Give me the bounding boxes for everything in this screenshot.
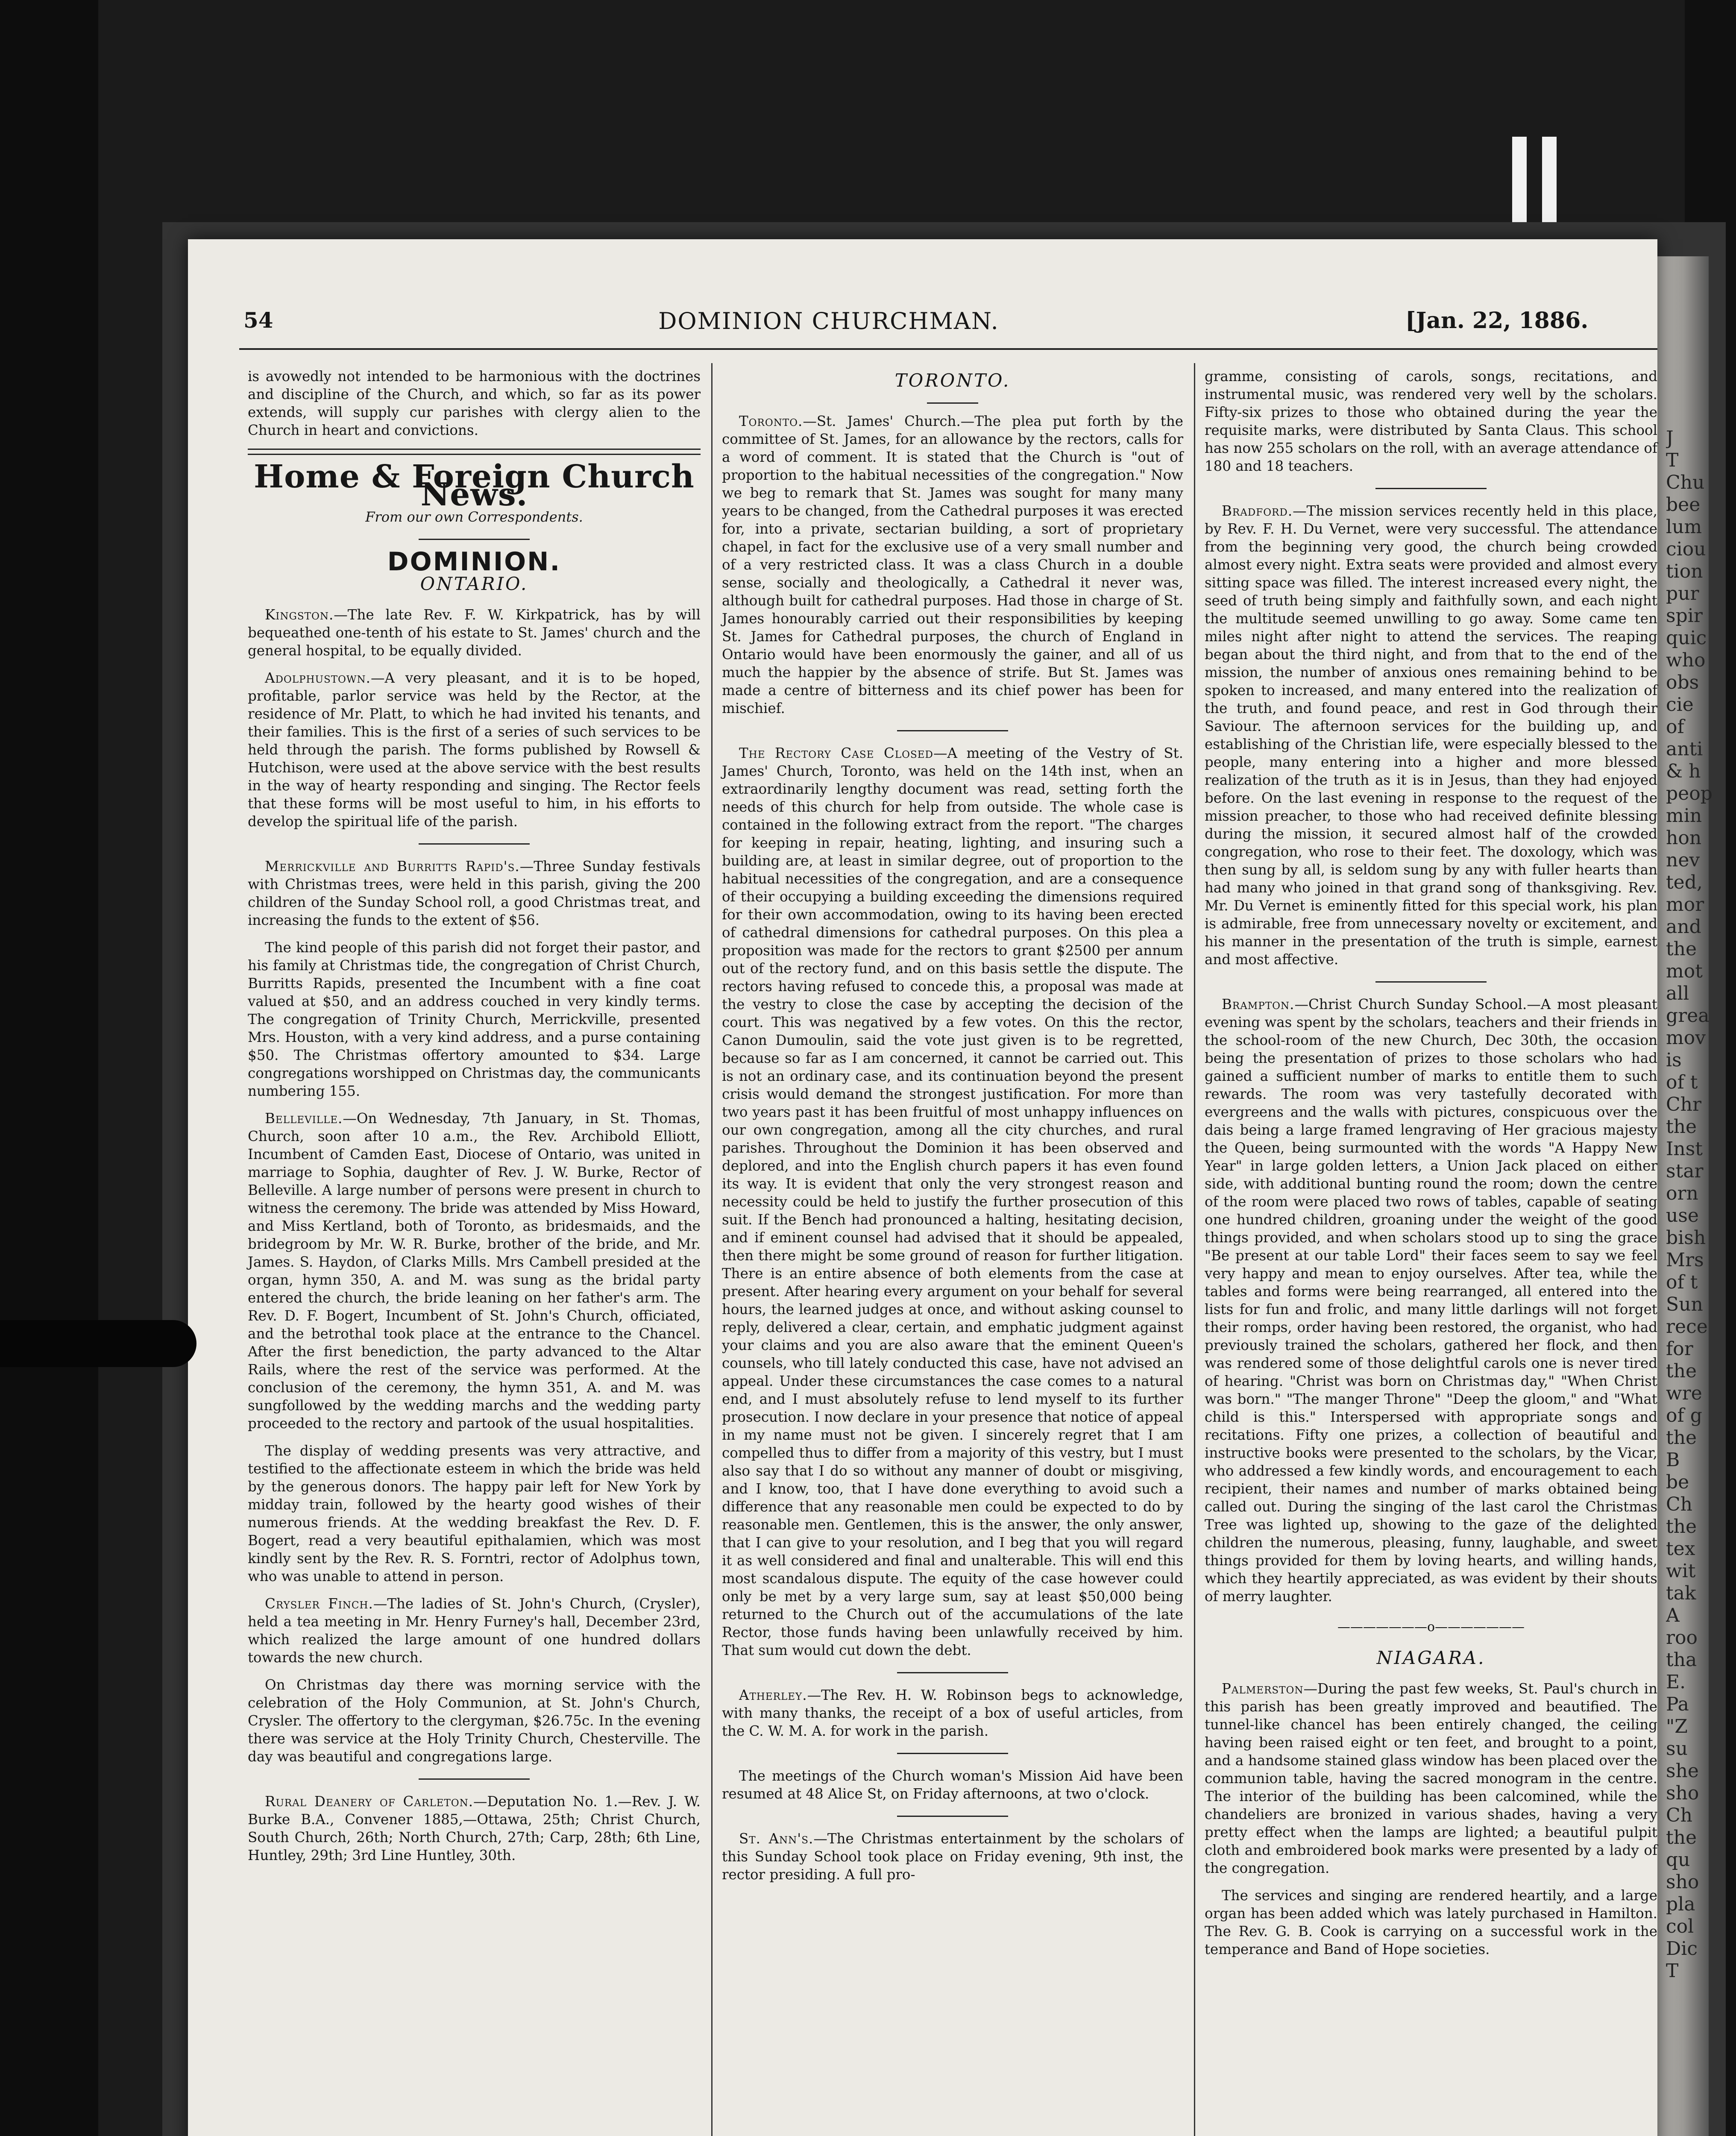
edge-fragment: star xyxy=(1666,1160,1704,1182)
edge-fragment: B xyxy=(1666,1449,1680,1471)
column-rule-2 xyxy=(1194,363,1195,2136)
article-crysler-cont: On Christmas day there was morning service with the celebration of the Holy Communion, at St. John's Church, Crysler. The offertory to the clergyman, $26.75c. In the evening there was service at the Holy Trinity Church, Chesterville. The day was beautiful and congregations large. xyxy=(248,1677,701,1765)
edge-fragment: the xyxy=(1666,1827,1697,1848)
edge-fragment: T xyxy=(1666,449,1679,471)
section-dominion: DOMINION. xyxy=(387,547,561,577)
article-rural-deanery: Rural Deanery of Carleton.—Deputation No. 1.—Rev. J. W. Burke B.A., Convener 1885,—Ottawa, 25th; Christ Church, South Church, 26th; North Church, 27th; Carp, 28th; 6th Line, Huntley, 29th; 3rd Line Huntley, 30th. xyxy=(248,1793,701,1863)
rule xyxy=(1375,488,1487,489)
edge-fragment: tha xyxy=(1666,1649,1697,1671)
issue-date: [Jan. 22, 1886. xyxy=(1405,308,1589,334)
edge-fragment: mor xyxy=(1666,894,1704,915)
page-number: 54 xyxy=(243,308,273,333)
edge-fragment: Pa xyxy=(1666,1693,1689,1715)
edge-fragment: T xyxy=(1666,1960,1679,1982)
edge-fragment: Mrs xyxy=(1666,1249,1704,1271)
ornament-rule: ———————o——————— xyxy=(1337,1620,1525,1634)
edge-fragment: mov xyxy=(1666,1027,1706,1049)
edge-fragment: Dic xyxy=(1666,1938,1698,1960)
rule xyxy=(897,1816,1008,1817)
article-bradford: Bradford.—The mission services recently held in this place, by Rev. F. H. Du Vernet, were very successful. The attendance from the beginning very good, the church being crowded almost every night. Extra seats were provided and almost every sitting space was filled. The interest increased every night, the seed of truth being simply and faithfully sown, and each night the multitude seemed unwilling to go away. Some came ten miles night after night to attend the services. The reaping began about the third night, and from that to the end of the mission, the number of anxious ones remaining behind to be spoken to increased, and many entered into the realization of the truth, and found peace, and rest in God through their Saviour. The afternoon services for the building up, and establishing of the Christian life, were especially blessed to the people, many entering into a higher and more blessed realization of the truth as it is in Jesus, than they had enjoyed before. On the last evening in response to the request of the mission preacher, to those who had received definite blessing during the mission, it secured almost half of the crowded congregation, who rose to their feet. The doxology, which was then sung by all, is seldom sung by any with fuller hearts than had many who joined in that grand song of thanksgiving. Rev. Mr. Du Vernet is eminently fitted for this special work, his plan is admirable, free from unnecessary novelty or excitement, and his manner in the presentation of the truth is simple, earnest and most affective. xyxy=(1205,503,1657,968)
edge-fragment: cie xyxy=(1666,694,1694,716)
rule xyxy=(897,1753,1008,1754)
edge-fragment: be xyxy=(1666,1471,1689,1493)
edge-fragment: lum xyxy=(1666,516,1702,538)
edge-fragment: the xyxy=(1666,1360,1697,1382)
subsection-ontario: ONTARIO. xyxy=(420,573,528,594)
intro-paragraph: is avowedly not intended to be harmonious with the doctrines and discipline of the Church, and which, so far as its power extends, will supply cur parishes with clergy alien to the Church in heart and convictions. xyxy=(248,368,701,438)
edge-fragment: of xyxy=(1666,716,1684,738)
edge-fragment: Chr xyxy=(1666,1094,1702,1115)
edge-fragment: bish xyxy=(1666,1227,1706,1249)
edge-fragment: ted, xyxy=(1666,871,1703,893)
edge-fragment: quic xyxy=(1666,627,1707,649)
section-niagara: NIAGARA. xyxy=(1376,1647,1486,1668)
rule xyxy=(419,1778,530,1780)
edge-fragment: tex xyxy=(1666,1538,1695,1560)
edge-fragment: peop xyxy=(1666,783,1713,804)
edge-fragment: for xyxy=(1666,1338,1693,1360)
edge-fragment: ciou xyxy=(1666,538,1706,560)
edge-fragment: orn xyxy=(1666,1182,1698,1204)
edge-fragment: hon xyxy=(1666,827,1702,849)
double-rule xyxy=(248,449,701,455)
article-crysler: Crysler Finch.—The ladies of St. John's Church, (Crysler), held a tea meeting in Mr. Henry Furney's hall, December 23rd, which realized the large amount of one hundred dollars towards the new church. xyxy=(248,1596,701,1666)
edge-fragment: the xyxy=(1666,1116,1697,1138)
edge-fragment: grea xyxy=(1666,1005,1710,1027)
edge-fragment: Ch xyxy=(1666,1804,1693,1826)
edge-fragment: she xyxy=(1666,1760,1699,1782)
edge-fragment: the xyxy=(1666,938,1697,960)
edge-fragment: of g xyxy=(1666,1405,1702,1426)
edge-fragment: min xyxy=(1666,805,1702,827)
publication-title: DOMINION CHURCHMAN. xyxy=(658,308,999,334)
edge-fragment: of t xyxy=(1666,1071,1698,1093)
edge-fragment: bee xyxy=(1666,494,1701,516)
edge-fragment: E. xyxy=(1666,1671,1686,1693)
edge-fragment: J xyxy=(1666,427,1674,449)
article-merrickville: Merrickville and Burritts Rapid's.—Three Sunday festivals with Christmas trees, were held in this parish, giving the 200 children of the Sunday School roll, a good Christmas treat, and increasing the funds to the extent of $56. xyxy=(248,858,701,928)
edge-fragment: tak xyxy=(1666,1582,1696,1604)
edge-fragment: rece xyxy=(1666,1316,1708,1338)
edge-fragment: & h xyxy=(1666,760,1701,782)
rule xyxy=(1375,981,1487,983)
pen-obstruction xyxy=(0,1320,196,1367)
article-merrickville-cont: The kind people of this parish did not forget their pastor, and his family at Christmas tide, the congregation of Christ Church, Burritts Rapids, presented the Incumbent with a fine coat valued at $50, and an address couched in very kindly terms. The congregation of Trinity Church, Merrickville, presented Mrs. Houston, with a very kind address, and a purse containing $50. The Christmas offertory amounted to $34. Large congregations worshipped on Christmas day, the communicants numbering 155. xyxy=(248,939,701,1099)
edge-fragment: roo xyxy=(1666,1627,1698,1649)
edge-fragment: su xyxy=(1666,1738,1688,1760)
edge-fragment: wit xyxy=(1666,1560,1696,1582)
edge-fragment: Chu xyxy=(1666,472,1705,493)
article-belleville: Belleville.—On Wednesday, 7th January, in St. Thomas, Church, soon after 10 a.m., the Rev. Archibold Elliott, Incumbent of Camden East, Diocese of Ontario, was united in marriage to Sophia, daughter of Rev. J. W. Burke, Rector of Belleville. A large number of persons were present in church to witness the ceremony. The bride was attended by Miss Howard, and Miss Kertland, both of Toronto, as bridesmaids, and the bridegroom by Mr. W. R. Burke, brother of the bride, and Mr. James. S. Haydon, of Clarks Mills. Mrs Cambell presided at the organ, hymn 350, A. and M. was sung as the bridal party entered the church, the bride leaning on her father's arm. The Rev. D. F. Bogert, Incumbent of St. John's Church, officiated, and the betrothal took place at the entrance to the Chancel. After the first benediction, the party advanced to the Altar Rails, where the rest of the service was performed. At the conclusion of the ceremony, the hymn 351, A. and M. was sungfollowed by the wedding marchs and the wedding party proceeded to the rectory and partook of the usual hospitalities. xyxy=(248,1110,701,1432)
edge-fragment: and xyxy=(1666,916,1701,938)
column-2 xyxy=(722,367,1183,1893)
edge-fragment: use xyxy=(1666,1205,1699,1226)
article-toronto: Toronto.—St. James' Church.—The plea put forth by the committee of St. James, for an allowance by the rectors, calls for a word of comment. It is stated that the Church is "out of proportion to the habitual necessities of the congregation." Now we beg to remark that St. James was sought for many many years to be changed, from the Cathedral purposes it was erected for, into a private, sectarian building, a sort of proprietary chapel, in fact for the exclusive use of a very small number and of a very restricted class. It was a class Church in a double sense, socially and theologically, a Cathedral it never was, although built for cathedral purposes. Had those in charge of St. James honourably carried out their responsibilities by keeping St. James for Cathedral purposes, the church of England in Ontario would have been enormously the gainer, and all of us much the happier by the absence of strife. But St. James was made a centre of bitterness and its chief power has been for mischief. xyxy=(722,413,1183,716)
edge-fragment: anti xyxy=(1666,738,1703,760)
edge-fragment: nev xyxy=(1666,849,1700,871)
rule xyxy=(897,730,1008,731)
edge-fragment: is xyxy=(1666,1049,1682,1071)
edge-fragment: of t xyxy=(1666,1271,1698,1293)
article-brampton: Brampton.—Christ Church Sunday School.—A most pleasant evening was spent by the scholars, teachers and their friends in the school-room of the new Church, Dec 30th, the occasion being the presentation of prizes to those scholars who had gained a sufficient number of marks to entitle them to such rewards. The room was very tastefully decorated with evergreens and the walls with pictures, conspicuous over the dais being a large framed lengraving of Her gracious majesty the Queen, being surmounted with the words "A Happy New Year" in large golden letters, a Union Jack placed on either side, with additional bunting round the room; down the centre of the room were placed two rows of tables, capable of seating one hundred children, groaning under the weight of the good things provided, and when scholars stood up to sing the grace "Be present at our table Lord" their faces seem to say we feel very happy and mean to enjoy ourselves. After tea, while the tables and forms were being rearranged, all entered into the lists for fun and frolic, and many little darlings will not forget their romps, order having been restored, the organist, who had previously trained the scholars, gathered her flock, and then was rendered some of those delightful carols one is never tired of hearing. "Christ was born on Christmas day," "When Christ was born." "The manger Throne" "Deep the gloom," and "What child is this." Interspersed with appropriate songs and recitations. Fifty one prizes, a collection of beautiful and instructive books were presented to the scholars, by the Vicar, who addressed a few kindly words, and encouragement to each recipient, their names and number of marks obtained being called out. During the singing of the last carol the Christmas Tree was lighted up, showing to the gaze of the delighted children the numerous, pleasing, funny, laughable, and sweet things provided for them by loving hearts, and willing hands, which they heartily appreciated, as was evident by their shouts of merry laughter. xyxy=(1205,996,1657,1605)
column-rule-1 xyxy=(711,363,713,2136)
facing-page-text xyxy=(1666,427,1730,2136)
edge-fragment: who xyxy=(1666,649,1706,671)
article-adolphustown: Adolphustown.—A very pleasant, and it is to be hoped, profitable, parlor service was held by the Rector, at the residence of Mr. Platt, to which he had invited his tenants, and their families. This is the first of a series of such services to be held through the parish. The forms published by Rowsell & Hutchison, were used at the above service with the best results in the way of hearty responding and singing. The Rector feels that these forms will be most useful to him, in his efforts to develop the spiritual life of the parish. xyxy=(248,670,701,830)
edge-fragment: the xyxy=(1666,1427,1697,1449)
page-header xyxy=(188,308,1657,342)
edge-fragment: tion xyxy=(1666,560,1703,582)
article-palmerston: Palmerston—During the past few weeks, St. Paul's church in this parish has been greatly improved and beautified. The tunnel-like chancel has been entirely changed, the ceiling having been raised eight or ten feet, and brought to a point, and a handsome stained glass window has been placed over the communion table, having the sacred monogram in the centre. The interior of the building has been calcomined, while the chandeliers are bronized in various shades, having a very pretty effect when the lamps are lighted; a beautiful pulpit cloth and embroidered book marks were presented by a lady of the congregation. xyxy=(1205,1681,1657,1876)
article-kingston: Kingston.—The late Rev. F. W. Kirkpatrick, has by will bequeathed one-tenth of his estate to St. James' church and the general hospital, to be equally divided. xyxy=(248,607,701,659)
column-1 xyxy=(248,367,701,1874)
section-toronto: TORONTO. xyxy=(894,370,1011,391)
newspaper-page xyxy=(188,239,1657,2136)
article-st-anns: St. Ann's.—The Christmas entertainment by the scholars of this Sunday School took place on Friday evening, 9th inst, the rector presiding. A full pro- xyxy=(722,1831,1183,1883)
article-rectory-case: The Rectory Case Closed—A meeting of the Vestry of St. James' Church, Toronto, was held on the 14th inst, when an extraordinarily lengthy document was read, setting forth the needs of this church for help from outside. The whole case is contained in the following extract from the report. "The charges for keeping in repair, heating, lighting, and insuring such a building are, at least in similar degree, out of proportion to the habitual necessities of the congregation, and are a consequence of their occupying a building exceeding the dimensions required for their own accommodation, owing to its having been erected of cathedral dimensions for cathedral purposes. On this plea a proposition was made for the rectors to grant $2500 per annum out of the rectory fund, and on this basis settle the dispute. The rectors having refused to concede this, a proposal was made at the vestry to close the case by accepting the decision of the court. This was negatived by a few votes. On this the rector, Canon Dumoulin, said the vote just given is to be regretted, because so far as I am concerned, it cannot be carried out. This is not an ordinary case, and its continuation beyond the present crisis would demand the strongest justification. For more than two years past it has been fruitful of most unhappy influences on our own congregation, among all the city churches, and rural parishes. Throughout the Dominion it has been observed and deplored, and into the English church papers it has even found its way. It is evident that only the very strongest reason and necessity could be held to justify the further prosecution of this suit. If the Bench had pronounced a halting, hesitating decision, and if eminent counsel had advised that it should be appealed, then there might be some ground of reason for further litigation. There is an entire absence of both elements from the case at present. After hearing every argument on your behalf for several hours, the learned judges at once, and without asking counsel to reply, delivered a clear, certain, and emphatic judgment against your claims and you are also aware that the eminent Queen's counsels, who till lately conducted this case, have not advised an appeal. Under these circumstances the case comes to a natural end, and I must absolutely refuse to lend myself to its further prosecution. I now declare in your presence that notice of appeal in my name must not be given. I sincerely regret that I am compelled thus to differ from a majority of this vestry, but I must also say that I do so without any manner of doubt or misgiving, and I know, too, that I have done everything to avoid such a difference that any reasonable men could be expected to do by reasonable men. Gentlemen, this is the answer, the only answer, that I can give to your resolution, and I beg that you will regard it as well considered and final and unalterable. This will end this most scandalous dispute. The equity of the case however could only be met by a very large sum, say at least $50,000 being returned to the Church out of the accumulations of the late Rector, those funds having been unlawfully received by him. That sum would cut down the debt. xyxy=(722,745,1184,1658)
edge-fragment: mot xyxy=(1666,960,1703,982)
edge-fragment: sho xyxy=(1666,1782,1699,1804)
edge-fragment: Sun xyxy=(1666,1294,1703,1315)
edge-fragment: "Z xyxy=(1666,1716,1688,1737)
edge-fragment: A xyxy=(1666,1605,1680,1626)
edge-fragment: the xyxy=(1666,1516,1697,1537)
microfilm-border-left xyxy=(0,0,98,2136)
edge-fragment: Inst xyxy=(1666,1138,1703,1160)
masthead-church-news: Home & Foreign Church News. xyxy=(254,458,695,513)
edge-fragment: sho xyxy=(1666,1871,1699,1893)
edge-fragment: obs xyxy=(1666,672,1699,693)
article-atherley: Atherley.—The Rev. H. W. Robinson begs to acknowledge, with many thanks, the receipt of a box of useful articles, from the C. W. M. A. for work in the parish. xyxy=(722,1687,1183,1739)
rule xyxy=(419,539,530,540)
masthead-subtitle: From our own Correspondents. xyxy=(365,509,583,525)
rule xyxy=(897,1672,1008,1673)
article-belleville-cont: The display of wedding presents was very attractive, and testified to the affectionate esteem in which the bride was held by the generous donors. The happy pair left for New York by midday train, followed by the hearty good wishes of their numerous friends. At the wedding breakfast the Rev. D. F. Bogert, read a very beautiful epithalamien, which was most kindly sent by the Rev. R. S. Forntri, rector of Adolphus town, who was unable to attend in person. xyxy=(248,1443,701,1584)
edge-fragment: wre xyxy=(1666,1382,1702,1404)
edge-fragment: qu xyxy=(1666,1849,1690,1871)
film-mark-top-1 xyxy=(1512,137,1527,222)
article-mission-aid: The meetings of the Church woman's Mission Aid have been resumed at 48 Alice St, on Friday afternoons, at two o'clock. xyxy=(722,1768,1183,1802)
article-palmerston-cont: The services and singing are rendered heartily, and a large organ has been added which was lately purchased in Hamilton. The Rev. G. B. Cook is carrying on a successful work in the temperance and Band of Hope societies. xyxy=(1205,1887,1657,1957)
column-3 xyxy=(1205,367,1657,1968)
edge-fragment: Ch xyxy=(1666,1493,1693,1515)
edge-fragment: col xyxy=(1666,1916,1694,1937)
edge-fragment: pla xyxy=(1666,1893,1695,1915)
film-mark-top-2 xyxy=(1542,137,1557,222)
edge-fragment: spir xyxy=(1666,605,1703,627)
article-st-anns-cont: gramme, consisting of carols, songs, recitations, and instrumental music, was rendered very well by the scholars. Fifty-six prizes to those who obtained during the year the requisite marks, were distributed by Santa Claus. This school has now 255 scholars on the roll, with an average attendance of 180 and 18 teachers. xyxy=(1205,368,1657,474)
edge-fragment: all xyxy=(1666,983,1689,1004)
rule xyxy=(419,843,530,845)
edge-fragment: pur xyxy=(1666,583,1699,604)
rule xyxy=(927,402,978,404)
header-rule xyxy=(239,348,1657,350)
